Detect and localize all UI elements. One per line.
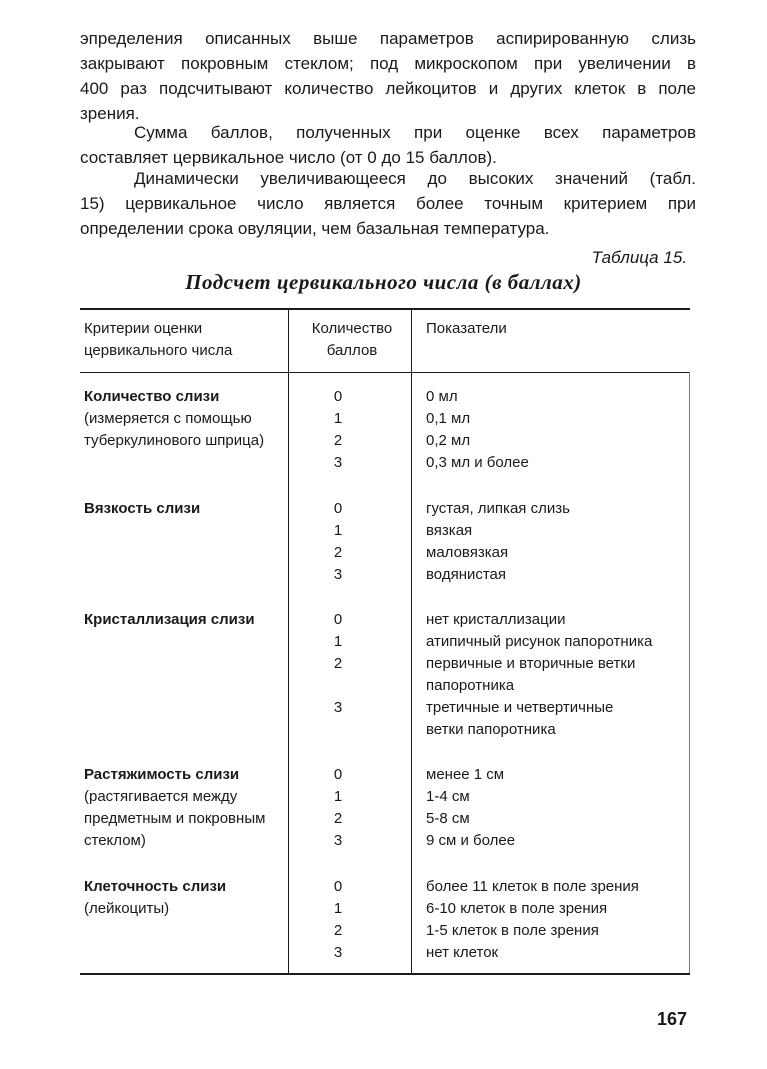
intro-paragraph [80, 26, 696, 126]
indicator-value: 0,3 мл и более [426, 454, 529, 471]
score-cell [288, 386, 388, 474]
right-edge-line [689, 372, 690, 973]
score-value: 1 [333, 522, 343, 539]
indicator-value: маловязкая [426, 544, 509, 561]
sum-line-1: Сумма баллов, полученных при оценке всех параметров [134, 123, 696, 142]
criteria-note: (лейкоциты) [84, 900, 170, 917]
score-value: 3 [333, 944, 343, 961]
criteria-title: Клеточность слизи [84, 878, 227, 895]
indicator-value: папоротника [426, 677, 515, 694]
indicator-value: 0,1 мл [426, 410, 471, 427]
intro-line-2: закрывают покровным стеклом; под микроскопом при увеличении в [80, 54, 696, 73]
score-value: 3 [333, 566, 343, 583]
criteria-note: стеклом) [84, 832, 146, 849]
indicator-value: первичные и вторичные ветки [426, 655, 636, 672]
indicator-value: 5-8 см [426, 810, 470, 827]
indicator-value: 1-4 см [426, 788, 470, 805]
column-divider-2 [411, 310, 412, 973]
score-value: 2 [333, 655, 343, 672]
score-value: 1 [333, 900, 343, 917]
cervical-score-table [80, 308, 690, 975]
indicator-value: 0 мл [426, 388, 458, 405]
indicator-value: густая, липкая слизь [426, 500, 570, 517]
criteria-title: Вязкость слизи [84, 500, 201, 517]
score-cell [288, 498, 388, 586]
indicator-cell [426, 609, 652, 741]
criteria-title: Кристаллизация слизи [84, 611, 255, 628]
indicator-cell [426, 764, 515, 852]
intro-line-3: 400 раз подсчитывают количество лейкоцитов и других клеток в поле [80, 79, 696, 98]
criteria-title: Количество слизи [84, 388, 220, 405]
criteria-note: (измеряется с помощью [84, 410, 252, 427]
indicator-value: вязкая [426, 522, 473, 539]
dynamic-line-3: определении срока овуляции, чем базальная температура. [80, 219, 550, 238]
header-divider [80, 372, 690, 373]
score-value: 0 [333, 388, 343, 405]
table-title: Подсчет цервикального числа (в баллах) [185, 270, 582, 294]
score-value: 0 [333, 500, 343, 517]
header-indicators: Показатели [426, 320, 507, 337]
score-cell [288, 876, 388, 964]
dynamic-paragraph [80, 166, 696, 241]
header-score: Количество баллов [311, 320, 393, 359]
indicator-value: атипичный рисунок папоротника [426, 633, 653, 650]
score-value: 3 [333, 454, 343, 471]
indicator-value: 0,2 мл [426, 432, 471, 449]
criteria-note: туберкулинового шприца) [84, 432, 265, 449]
score-value: 2 [333, 544, 343, 561]
score-spacer [288, 719, 388, 741]
criteria-cell [84, 764, 265, 852]
score-value: 1 [333, 410, 343, 427]
indicator-value: третичные и четвертичные [426, 699, 614, 716]
indicator-cell [426, 876, 639, 964]
indicator-value: более 11 клеток в поле зрения [426, 878, 639, 895]
criteria-cell [84, 609, 255, 631]
score-cell [288, 764, 388, 852]
indicator-cell [426, 498, 570, 586]
sum-line-2: составляет цервикальное число (от 0 до 15 баллов). [80, 148, 497, 167]
criteria-cell [84, 876, 226, 920]
indicator-value: ветки папоротника [426, 721, 556, 738]
indicator-value: нет клеток [426, 944, 499, 961]
criteria-cell [84, 386, 264, 452]
dynamic-line-2: 15) цервикальное число является более точным критерием при [80, 194, 696, 213]
indicator-cell [426, 386, 529, 474]
score-value: 2 [333, 922, 343, 939]
page-number: 167 [656, 1009, 687, 1029]
indicator-value: менее 1 см [426, 766, 505, 783]
score-value: 1 [333, 788, 343, 805]
intro-line-4: зрения. [80, 104, 140, 123]
score-value: 0 [333, 611, 343, 628]
intro-line-1: эпределения описанных выше параметров аспирированную слизь [80, 29, 696, 48]
indicator-value: 9 см и более [426, 832, 516, 849]
score-spacer [288, 675, 388, 697]
indicator-value: 1-5 клеток в поле зрения [426, 922, 599, 939]
criteria-cell [84, 498, 200, 520]
score-value: 1 [333, 633, 343, 650]
score-cell [288, 609, 388, 741]
score-value: 0 [333, 766, 343, 783]
score-value: 0 [333, 878, 343, 895]
dynamic-line-1: Динамически увеличивающееся до высоких значений (табл. [134, 169, 696, 188]
score-value: 2 [333, 810, 343, 827]
score-value: 2 [333, 432, 343, 449]
criteria-note: (растягивается между [84, 788, 238, 805]
score-value: 3 [333, 832, 343, 849]
indicator-value: нет кристаллизации [426, 611, 566, 628]
indicator-value: 6-10 клеток в поле зрения [426, 900, 608, 917]
score-value: 3 [333, 699, 343, 716]
criteria-note: предметным и покровным [84, 810, 266, 827]
table-caption: Таблица 15. [591, 248, 687, 267]
indicator-value: водянистая [426, 566, 507, 583]
criteria-title: Растяжимость слизи [84, 766, 240, 783]
sum-paragraph [80, 120, 696, 170]
header-criteria: Критерии оценки цервикального числа [84, 320, 233, 359]
